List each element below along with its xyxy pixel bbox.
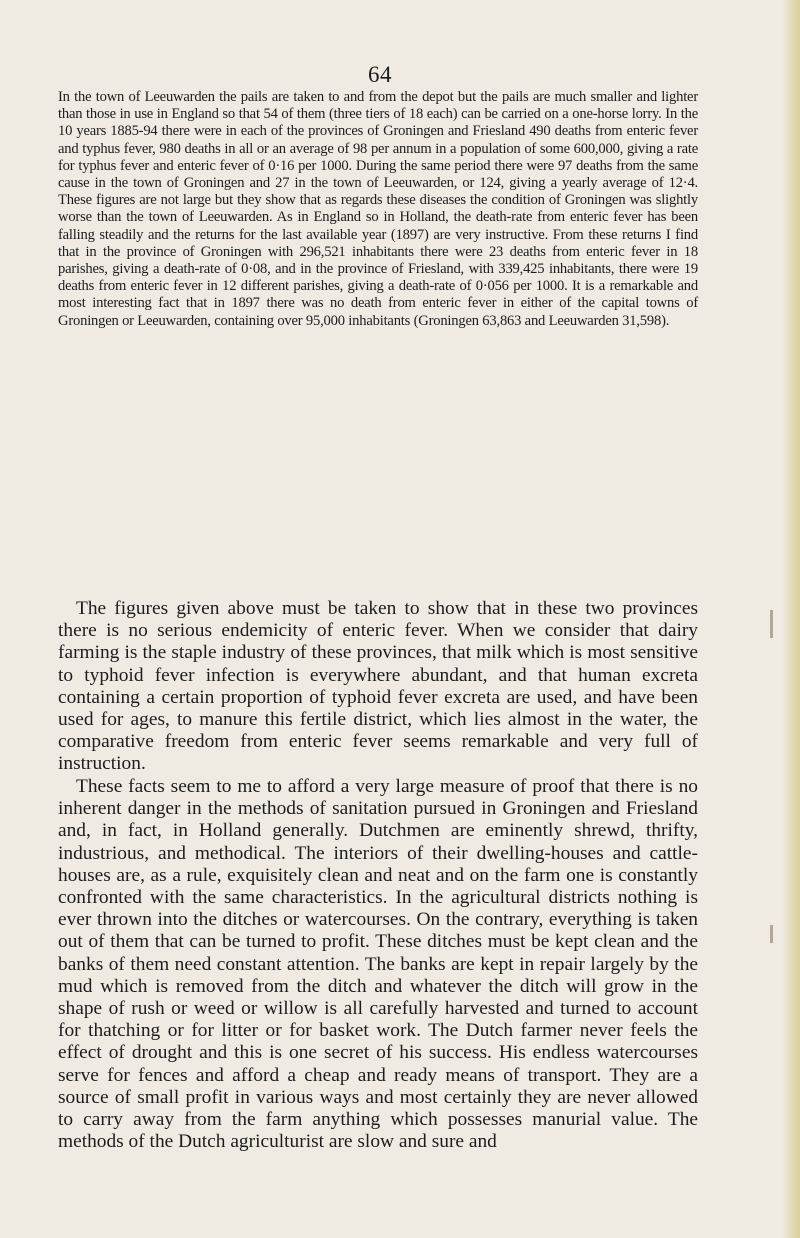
body-paragraph: The figures given above must be taken to show that in these two provinces there is no serious endemicity of enteric fever. When we consider that dairy farming is the staple industry of these provinces, that milk which is most sensitive to typhoid fever infection is everywhere abundant, and that human excreta containing a certain proportion of typhoid fever excreta are used, and have been used for ages, to manure this fertile district, which lies almost in the water, the comparative freedom from enteric fever seems remarkable and very full of instruction. bbox=[58, 598, 698, 775]
page-edge-shadow bbox=[782, 0, 800, 1238]
body-paragraph: These facts seem to me to afford a very large measure of proof that there is no inherent danger in the methods of sanitation pursued in Groningen and Friesland and, in fact, in Holland generally. Dutchmen are eminently shrewd, thrifty, industrious, and methodical. The interiors of their dwelling-houses and cattle-houses are, as a rule, exquisitely clean and neat and on the farm one is constantly confronted with the same characteristics. In the agricultural districts nothing is ever thrown into the ditches or watercourses. On the contrary, everything is taken out of them that can be turned to profit. These ditches must be kept clean and the banks of them need constant attention. The banks are kept in repair largely by the mud which is removed from the ditch and whatever the ditch will grow in the shape of rush or weed or willow is all carefully harvested and turned to account for thatching or for litter or for basket work. The Dutch farmer never feels the effect of drought and this is one secret of his success. His endless watercourses serve for fences and afford a cheap and ready means of transport. They are a source of small profit in various ways and most certainly they are never allowed to carry away from the farm anything which possesses manurial value. The methods of the Dutch agriculturist are slow and sure and bbox=[58, 776, 698, 1153]
page-number: 64 bbox=[368, 62, 392, 87]
small-print-paragraph: In the town of Leeuwarden the pails are taken to and from the depot but the pails are much smaller and lighter than those in use in England so that 54 of them (three tiers of 18 each) can be carried on a one-horse lorry. In the 10 years 1885-94 there were in each of the provinces of Groningen and Friesland 490 deaths from enteric fever and typhus fever, 980 deaths in all or an average of 98 per annum in a population of some 600,000, giving a rate for typhus fever and enteric fever of 0·16 per 1000. During the same period there were 97 deaths from the same cause in the town of Groningen and 27 in the town of Leeuwarden, or 124, giving a yearly average of 12·4. These figures are not large but they show that as regards these diseases the condition of Groningen was slightly worse than the town of Leeuwarden. As in England so in Holland, the death-rate from enteric fever has been falling steadily and the returns for the last available year (1897) are very instructive. From these returns I find that in the province of Groningen with 296,521 inhabitants there were 23 deaths from enteric fever in 18 parishes, giving a death-rate of 0·08, and in the province of Friesland, with 339,425 inhabitants, there were 19 deaths from enteric fever in 12 different parishes, giving a death-rate of 0·056 per 1000. It is a remarkable and most interesting fact that in 1897 there was no death from enteric fever in either of the capital towns of Groningen or Leeuwarden, containing over 95,000 inhabitants (Groningen 63,863 and Leeuwarden 31,598). bbox=[58, 89, 698, 329]
margin-mark bbox=[770, 925, 773, 943]
margin-mark bbox=[770, 610, 773, 638]
